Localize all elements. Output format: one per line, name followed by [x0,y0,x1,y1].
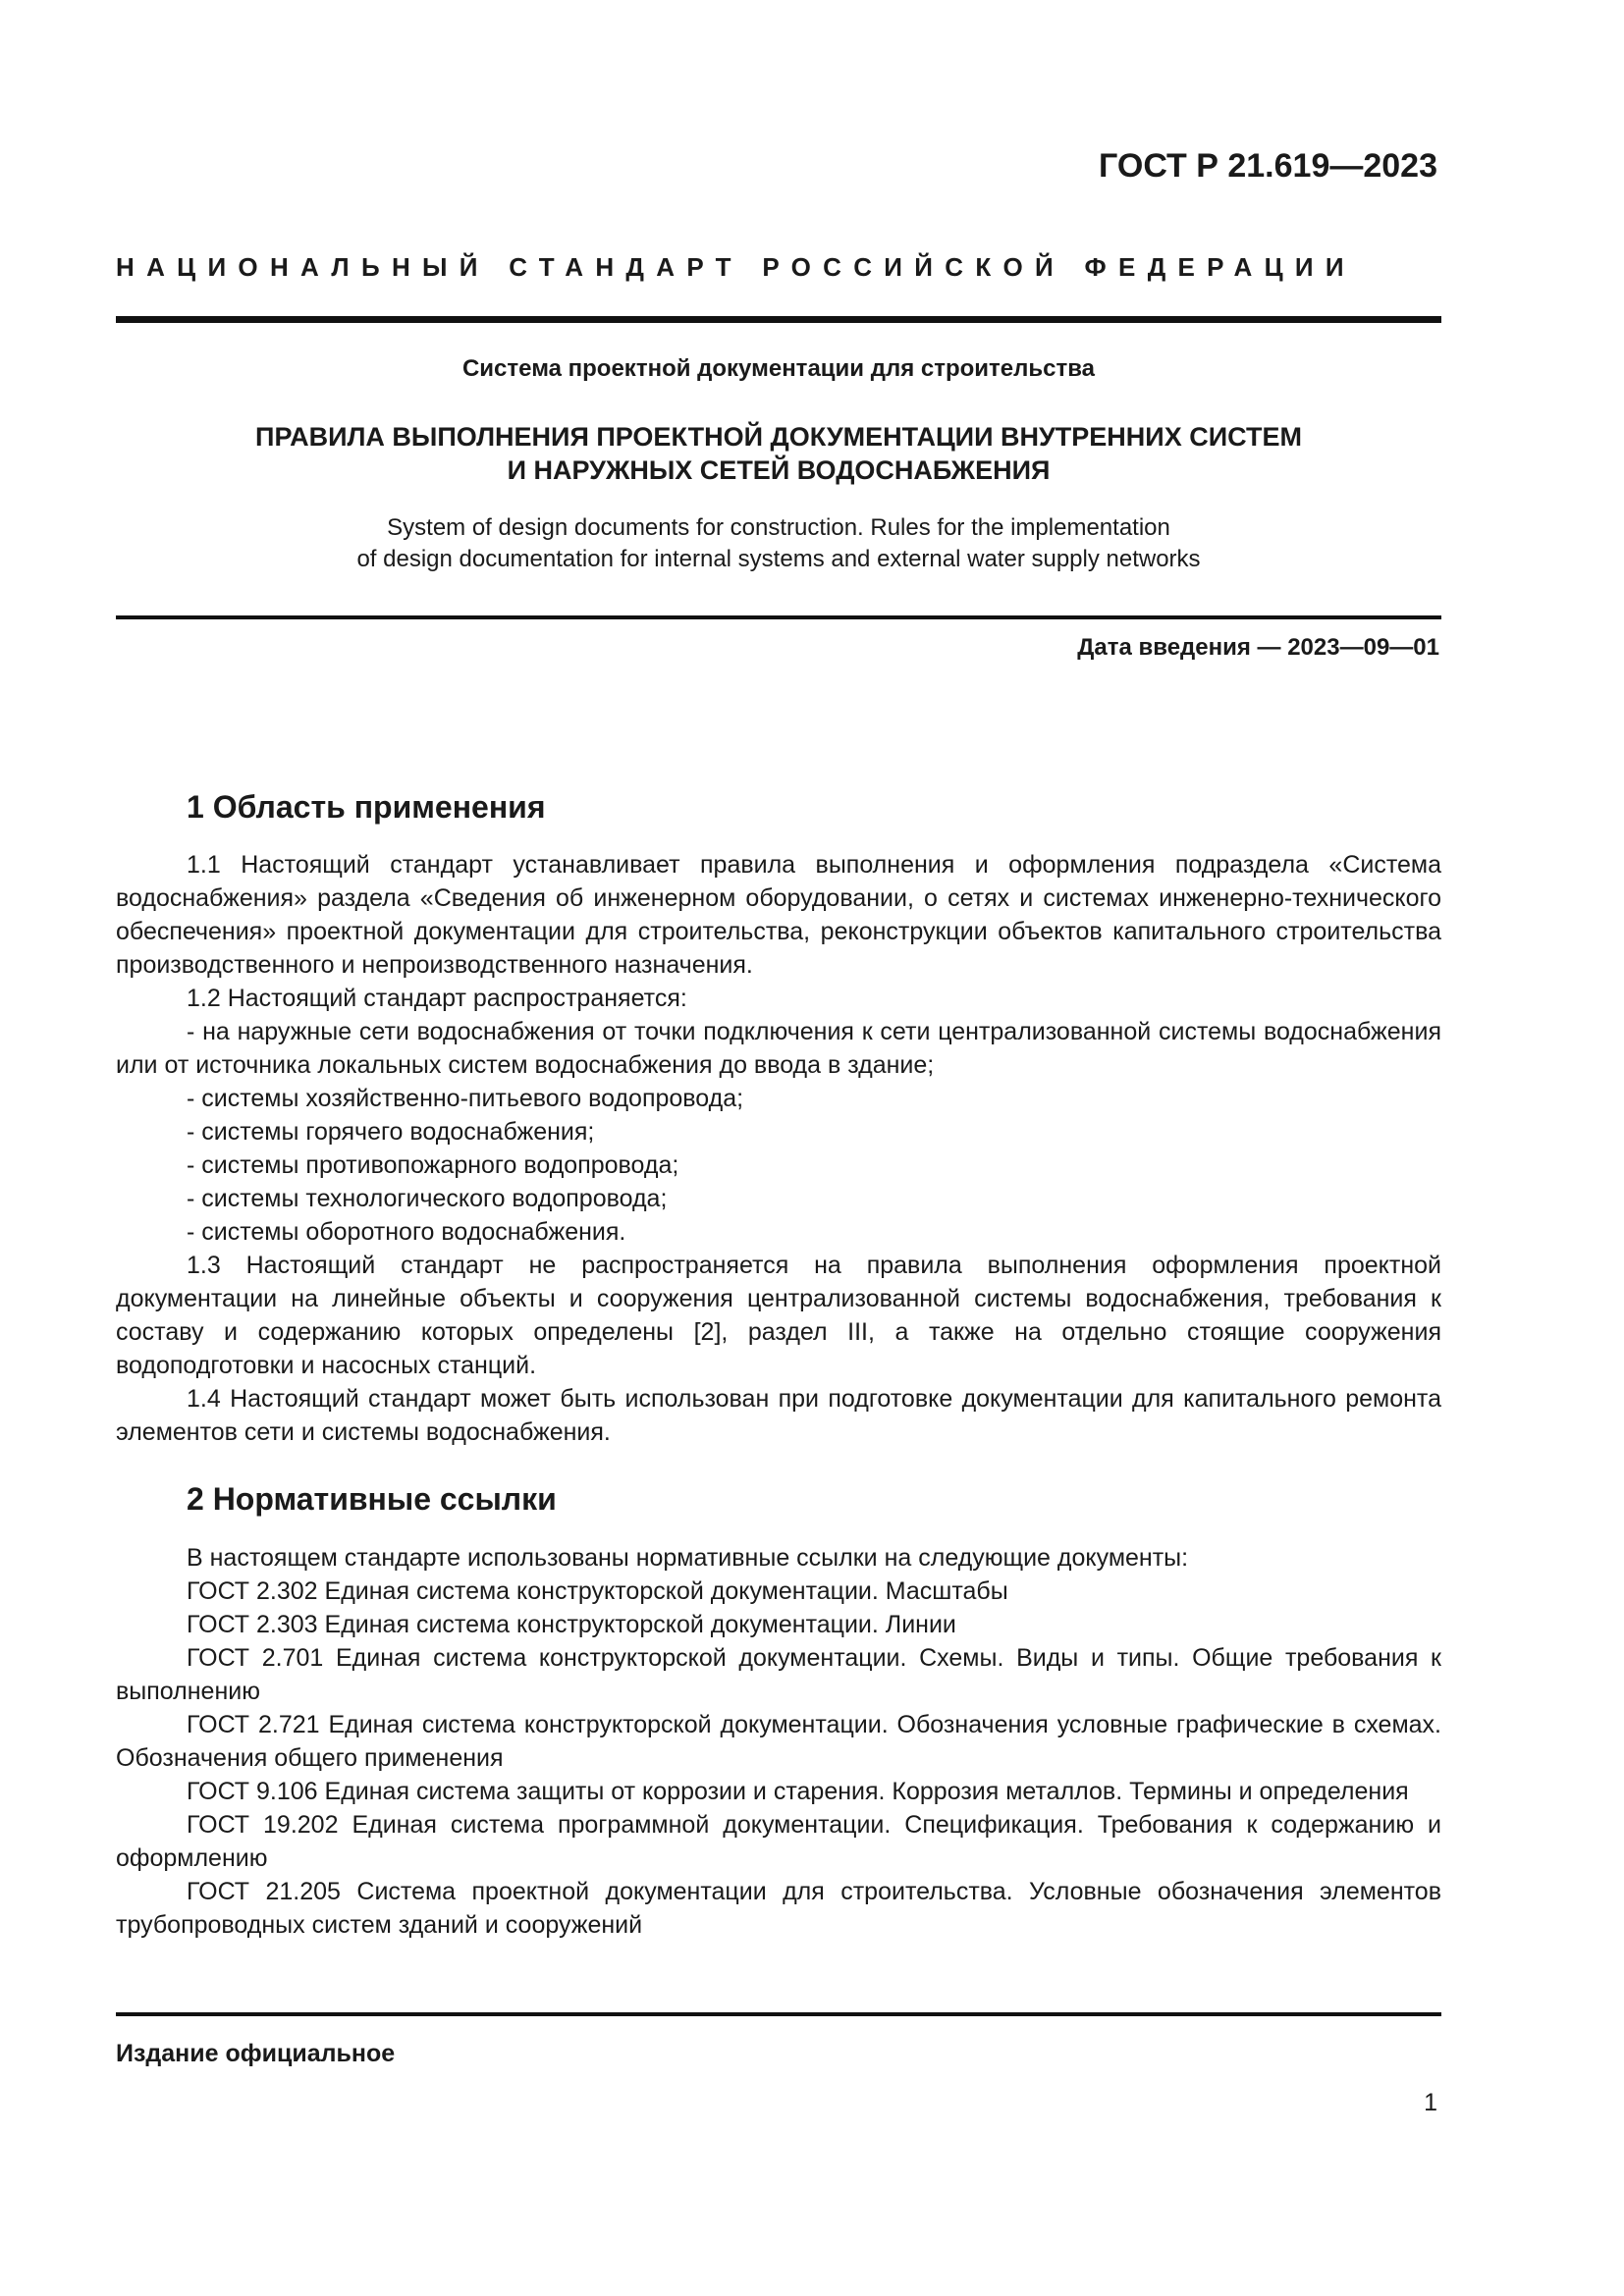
paragraph-1-4: 1.4 Настоящий стандарт может быть использован при подготовке документации для капитального ремонта элементов сети и системы водоснабжения. [116,1385,1441,1446]
list-item: - на наружные сети водоснабжения от точки подключения к сети централизованной системы водоснабжения или от источника локальных систем водоснабжения до ввода в здание; [116,1018,1441,1079]
reference-item: ГОСТ 2.303 Единая система конструкторской документации. Линии [187,1611,956,1638]
section-2-heading: 2 Нормативные ссылки [187,1481,557,1517]
references-intro: В настоящем стандарте использованы нормативные ссылки на следующие документы: [187,1544,1189,1572]
list-item: - системы горячего водоснабжения; [187,1118,595,1146]
page-number: 1 [1424,2089,1437,2116]
paragraph-1-3: 1.3 Настоящий стандарт не распространяется на правила выполнения оформления проектной документации на линейные объекты и сооружения централизованной системы водоснабжения, требования к составу и содержанию которых определены [2], раздел III, а также на отдельно стоящие сооружения водоподготовки и насосных станций. [116,1252,1441,1379]
reference-item: ГОСТ 2.302 Единая система конструкторской документации. Масштабы [187,1577,1008,1605]
list-item: - системы хозяйственно-питьевого водопровода; [187,1085,744,1112]
title-line-1: ПРАВИЛА ВЫПОЛНЕНИЯ ПРОЕКТНОЙ ДОКУМЕНТАЦИИ ВНУТРЕННИХ СИСТЕМ [255,422,1302,452]
section-1-heading: 1 Область применения [187,789,546,825]
national-standard-banner: НАЦИОНАЛЬНЫЙ СТАНДАРТ РОССИЙСКОЙ ФЕДЕРАЦИИ [116,252,1356,282]
list-item: - системы оборотного водоснабжения. [187,1218,626,1246]
reference-item: ГОСТ 2.701 Единая система конструкторской документации. Схемы. Виды и типы. Общие требования к выполнению [116,1644,1441,1705]
standard-number: ГОСТ Р 21.619—2023 [1099,147,1437,185]
title-divider [116,615,1441,619]
document-title [116,420,1441,487]
paragraph-1-1: 1.1 Настоящий стандарт устанавливает правила выполнения и оформления подраздела «Система водоснабжения» раздела «Сведения об инженерном оборудовании, о сетях и системах инженерно-технического обеспечения» проектной документации для строительства, реконструкции объектов капитального строительства производственного и непроизводственного назначения. [116,851,1441,979]
paragraph-1-2: 1.2 Настоящий стандарт распространяется: [187,985,687,1012]
english-title [116,512,1441,575]
top-divider [116,316,1441,323]
list-item: - системы технологического водопровода; [187,1185,668,1212]
reference-item: ГОСТ 19.202 Единая система программной документации. Спецификация. Требования к содержанию и оформлению [116,1811,1441,1872]
system-name: Система проектной документации для строительства [461,355,1096,382]
english-title-line-2: of design documentation for internal systems and external water supply networks [356,546,1201,572]
reference-item: ГОСТ 2.721 Единая система конструкторской документации. Обозначения условные графические в схемах. Обозначения общего применения [116,1711,1441,1772]
section-2-body [116,1541,1441,1942]
footer-divider [116,2012,1441,2016]
english-title-line-1: System of design documents for construction. Rules for the implementation [387,514,1170,541]
introduction-date: Дата введения — 2023—09—01 [1077,634,1439,661]
reference-item: ГОСТ 21.205 Система проектной документации для строительства. Условные обозначения элементов трубопроводных систем зданий и сооружений [116,1878,1441,1939]
official-edition-label: Издание официальное [116,2040,396,2067]
title-line-2: И НАРУЖНЫХ СЕТЕЙ ВОДОСНАБЖЕНИЯ [507,455,1051,485]
reference-item: ГОСТ 9.106 Единая система защиты от коррозии и старения. Коррозия металлов. Термины и определения [187,1778,1409,1805]
section-1-body [116,848,1441,1449]
list-item: - системы противопожарного водопровода; [187,1151,679,1179]
